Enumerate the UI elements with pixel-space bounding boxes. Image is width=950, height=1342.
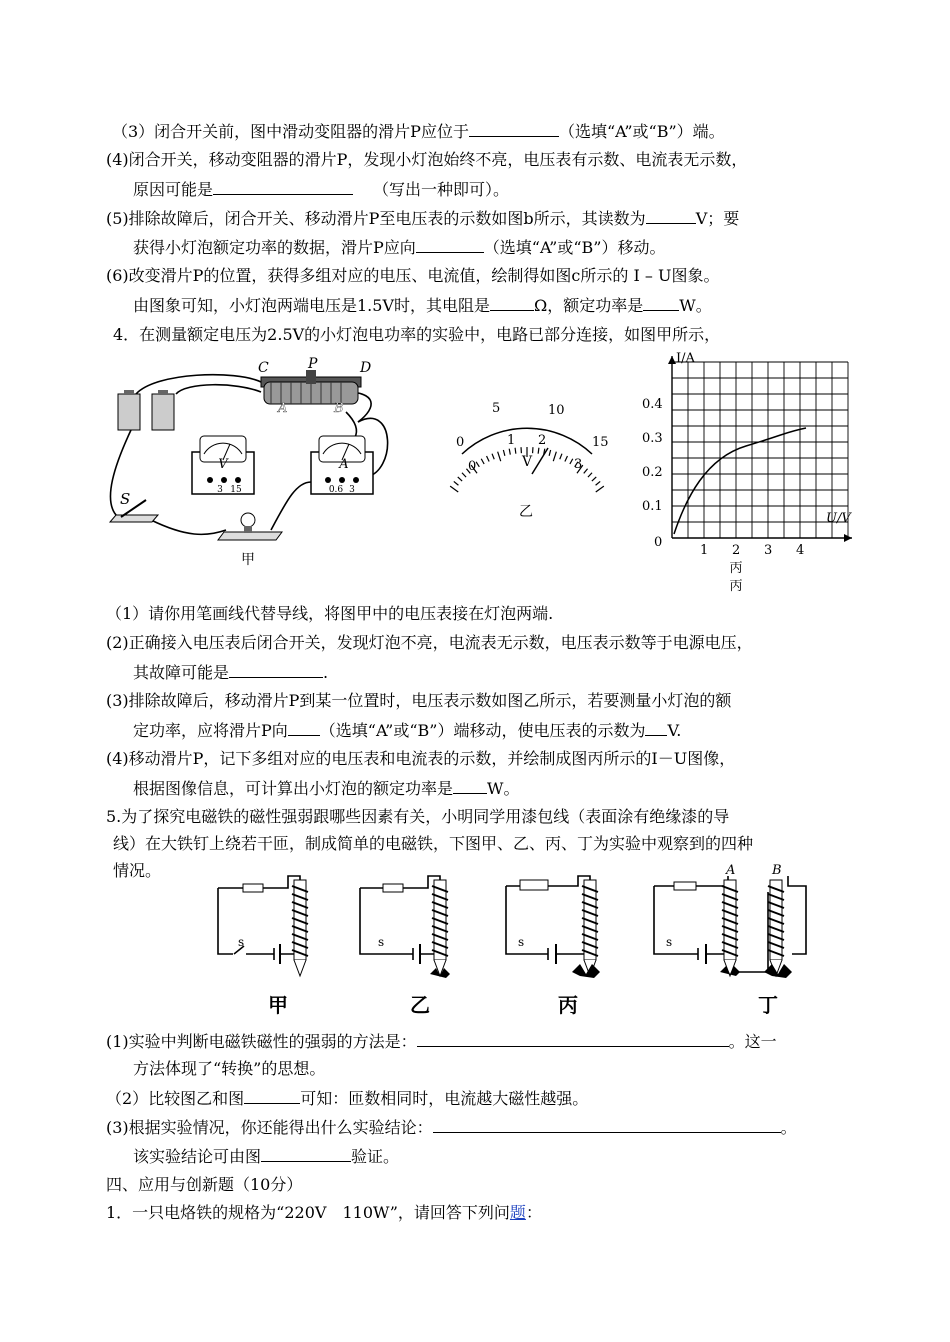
switch-s-jia: s: [238, 935, 245, 949]
q5-part-1a: (1)实验中判断电磁铁磁性的强弱的方法是： 。这一: [106, 1032, 777, 1051]
dial-tick: [509, 449, 510, 455]
x-tick-0: 1: [700, 543, 709, 558]
caption-yi: 乙: [410, 993, 430, 1017]
figure-yi-dial: [440, 392, 620, 532]
dial-tick: [596, 486, 604, 492]
switch-label: S: [120, 490, 131, 508]
figure-bing-caption-2: 丙: [729, 579, 743, 594]
ammeter-terminal-06: 0.6: [328, 485, 344, 495]
dial-tick: [592, 477, 596, 481]
q4-part-3a: (3)排除故障后，移动滑片P到某一位置时，电压表示数如图乙所示，若要测量小灯泡的额: [106, 691, 732, 710]
q4-part-3b: 定功率，应将滑片P向 （选填“A”或“B”）端移动，使电压表的示数为 V.: [133, 721, 682, 740]
label-c: C: [258, 360, 269, 376]
dial-tick: [596, 481, 601, 485]
q4-intro: 4．在测量额定电压为2.5V的小灯泡电功率的实验中，电路已部分连接，如图甲所示，: [113, 325, 721, 344]
figure-jia-circuit: [96, 352, 406, 572]
q4-part-4a: (4)移动滑片P，记下多组对应的电压表和电流表的示数，并绘制成图丙所示的I－U图像，: [106, 749, 736, 768]
q4-part-2b: 其故障可能是 .: [133, 663, 329, 682]
x-tick-1: 2: [732, 543, 741, 558]
dial-tick: [450, 486, 458, 492]
label-b: B: [334, 401, 344, 416]
battery-icon: [152, 394, 174, 430]
dial-top-10: 10: [548, 403, 565, 418]
dial-tick: [549, 450, 550, 456]
q5-line-1: 5.为了探究电磁铁的磁性强弱跟哪些因素有关，小明同学用漆包线（表面涂有绝缘漆的导: [106, 807, 730, 826]
label-d: D: [360, 360, 372, 376]
switch-s-ding: s: [666, 935, 673, 949]
question-link[interactable]: 题: [509, 1203, 526, 1222]
dial-bottom-3: 3: [574, 457, 583, 472]
dial-tick: [476, 462, 479, 467]
q3-line-4b: 原因可能是 （写出一种即可）。: [133, 180, 510, 199]
x-tick-3: 4: [796, 543, 805, 558]
electromagnet-ding: [654, 876, 806, 978]
q4-part-1: （1）请你用笔画线代替导线，将图甲中的电压表接在灯泡两端.: [106, 604, 554, 623]
dial-tick: [515, 448, 516, 454]
caption-ding: 丁: [758, 993, 778, 1017]
dial-pointer: [532, 448, 548, 474]
y-axis-label: I/A: [676, 351, 695, 366]
y-tick-1: 0.2: [642, 465, 663, 480]
dial-tick: [553, 452, 556, 462]
q5-part-3a: (3)根据实验情况，你还能得出什么实验结论： 。: [106, 1118, 797, 1137]
y-tick-3: 0.4: [642, 397, 663, 412]
q3-line-6b: 由图象可知，小灯泡两端电压是1.5V时，其电阻是 Ω，额定功率是 W。: [133, 296, 712, 315]
figure-electromagnets: [208, 862, 828, 1024]
dial-tick: [487, 456, 490, 461]
dial-bottom-2: 2: [538, 433, 547, 448]
dial-tick: [454, 481, 459, 485]
q5-part-3b: 该实验结论可由图 验证。: [133, 1147, 400, 1166]
dial-tick: [481, 459, 484, 464]
app-question-1: 1．一只电烙铁的规格为“220V 110W”，请回答下列问题：: [106, 1203, 542, 1222]
switch-icon: [110, 500, 158, 522]
figure-yi-caption: 乙: [519, 504, 533, 520]
origin-label: 0: [654, 535, 663, 550]
q3-line-4a: (4)闭合开关，移动变阻器的滑片P，发现小灯泡始终不亮，电压表有示数、电流表无示数，: [106, 150, 748, 169]
section-4-heading: 四、应用与创新题（10分）: [106, 1175, 303, 1194]
q4-part-2a: (2)正确接入电压表后闭合开关，发现灯泡不亮，电流表无示数，电压表示数等于电源电压，: [106, 633, 753, 652]
battery-icon: [118, 394, 140, 430]
figure-jia-caption: 甲: [241, 552, 255, 568]
voltmeter-label: V: [218, 457, 228, 472]
dial-tick: [538, 448, 539, 454]
dial-tick: [458, 477, 462, 481]
figure-bing-graph: [636, 348, 866, 598]
figure-bing-caption-1: 丙: [729, 561, 743, 576]
switch-s-bing: s: [518, 935, 525, 949]
q3-line-6a: (6)改变滑片P的位置，获得多组对应的电压、电流值，绘制得如图c所示的 I – U图象。: [106, 266, 720, 285]
q5-line-2: 线）在大铁钉上绕若干匝，制成简单的电磁铁，下图甲、乙、丙、丁为实验中观察到的四种: [113, 834, 754, 853]
x-tick-2: 3: [764, 543, 773, 558]
nail-b-label: B: [772, 863, 782, 878]
electromagnet-jia: [218, 876, 308, 976]
electromagnet-yi: [360, 876, 450, 978]
voltmeter-terminal-3: 3: [217, 485, 223, 495]
electromagnet-bing: [506, 876, 600, 978]
q4-part-4b: 根据图像信息，可计算出小灯泡的额定功率是 W。: [133, 779, 520, 798]
nail-a-label: A: [726, 863, 736, 878]
q3-line-5a: (5)排除故障后，闭合开关、移动滑片P至电压表的示数如图b所示，其读数为 V；要: [106, 209, 740, 228]
dial-bottom-1: 1: [507, 433, 516, 448]
caption-jia: 甲: [268, 993, 288, 1017]
y-tick-2: 0.3: [642, 431, 663, 446]
switch-s-yi: s: [378, 935, 385, 949]
dial-tick: [565, 456, 568, 461]
dial-top-0: 0: [456, 435, 465, 450]
ammeter-label: A: [339, 457, 349, 472]
q5-part-1b: 方法体现了“转换”的思想。: [133, 1059, 326, 1078]
dial-tick: [584, 469, 588, 474]
y-tick-0: 0.1: [642, 499, 663, 514]
caption-bing: 丙: [558, 993, 578, 1017]
q5-part-2: （2）比较图乙和图 可知：匝数相同时，电流越大磁性越强。: [106, 1089, 589, 1108]
dial-top-15: 15: [592, 435, 609, 450]
dial-unit: V: [522, 454, 533, 470]
ammeter-terminal-3: 3: [349, 485, 355, 495]
voltmeter-terminal-15: 15: [230, 485, 242, 495]
dial-tick: [498, 452, 501, 462]
dial-tick: [492, 454, 494, 460]
dial-tick: [570, 459, 573, 464]
dial-tick: [503, 450, 504, 456]
label-a: A: [278, 401, 288, 416]
q5-line-3: 情况。: [113, 861, 162, 880]
dial-tick: [560, 454, 562, 460]
dial-bottom-0: 0: [468, 459, 477, 474]
q3-line-5b: 获得小灯泡额定功率的数据，滑片P应向 （选填“A”或“B”）移动。: [133, 238, 666, 257]
iu-curve: [674, 428, 806, 534]
dial-tick: [588, 473, 592, 477]
label-p: P: [308, 356, 318, 372]
rheostat: [261, 370, 361, 404]
dial-tick: [462, 473, 466, 477]
x-axis-label: U/V: [826, 511, 851, 526]
dial-top-5: 5: [492, 401, 501, 416]
q3-line-3: （3）闭合开关前，图中滑动变阻器的滑片P应位于 （选填“A”或“B”）端。: [112, 122, 725, 141]
